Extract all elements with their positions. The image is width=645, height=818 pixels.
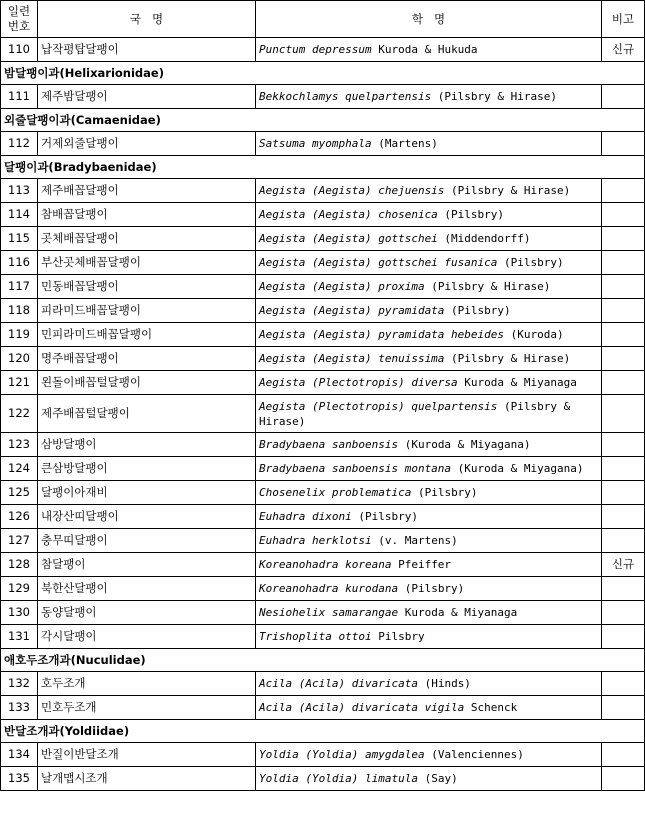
- korean-name: 거제외줄달팽이: [38, 132, 256, 156]
- scientific-name: [256, 179, 602, 203]
- remarks: [602, 433, 645, 457]
- table-row: [1, 38, 645, 62]
- korean-name: 부산곳체배꼽달팽이: [38, 251, 256, 275]
- remarks: [602, 227, 645, 251]
- remarks: [602, 179, 645, 203]
- remarks: [602, 481, 645, 505]
- family-label: 애호두조개과(Nuculidae): [1, 649, 645, 672]
- remarks: [602, 696, 645, 720]
- serial-number: 131: [1, 625, 38, 649]
- scientific-name-taxon: Punctum depressum: [259, 43, 372, 56]
- serial-number: 113: [1, 179, 38, 203]
- scientific-name-author: (Pilsbry & Hirase): [444, 184, 571, 197]
- serial-number: 132: [1, 672, 38, 696]
- remarks: [602, 299, 645, 323]
- korean-name: 납작평탑달팽이: [38, 38, 256, 62]
- remarks: [602, 347, 645, 371]
- korean-name: 각시달팽이: [38, 625, 256, 649]
- scientific-name-author: (Pilsbry): [437, 208, 505, 221]
- remarks: [602, 132, 645, 156]
- serial-number: 126: [1, 505, 38, 529]
- header-no: 일련번호: [1, 1, 38, 38]
- serial-number: 128: [1, 553, 38, 577]
- table-row: [1, 395, 645, 433]
- scientific-name-taxon: Aegista (Aegista) tenuissima: [259, 352, 445, 365]
- table-row: [1, 553, 645, 577]
- korean-name: 피라미드배꼽달팽이: [38, 299, 256, 323]
- korean-name: 참달팽이: [38, 553, 256, 577]
- scientific-name: [256, 481, 602, 505]
- scientific-name-taxon: Aegista (Aegista) gottschei fusanica: [259, 256, 498, 269]
- scientific-name-author: (Kuroda & Miyagana): [451, 462, 584, 475]
- scientific-name-taxon: Yoldia (Yoldia) amygdalea: [259, 748, 425, 761]
- scientific-name: [256, 767, 602, 791]
- scientific-name: [256, 299, 602, 323]
- korean-name: 호두조개: [38, 672, 256, 696]
- scientific-name: [256, 38, 602, 62]
- korean-name: 반질이반달조개: [38, 743, 256, 767]
- remarks: [602, 457, 645, 481]
- scientific-name-author: (Pilsbry & Hirase): [259, 399, 577, 428]
- scientific-name-author: (Pilsbry & Hirase): [444, 352, 571, 365]
- korean-name: 제주배꼽털달팽이: [38, 395, 256, 433]
- scientific-name-author: (Pilsbry): [411, 486, 478, 499]
- scientific-name-taxon: Satsuma myomphala: [259, 137, 372, 150]
- scientific-name: [256, 743, 602, 767]
- scientific-name-taxon: Nesiohelix samarangae: [259, 606, 399, 619]
- remarks: [602, 529, 645, 553]
- table-row: [1, 132, 645, 156]
- scientific-name-author: (Pilsbry): [497, 256, 564, 269]
- scientific-name-taxon: Euhadra dixoni: [259, 510, 352, 523]
- table-row: [1, 251, 645, 275]
- scientific-name: [256, 275, 602, 299]
- scientific-name-taxon: Aegista (Aegista) pyramidata hebeides: [259, 328, 505, 341]
- scientific-name-taxon: Koreanohadra koreana: [259, 558, 392, 571]
- remarks: [602, 672, 645, 696]
- serial-number: 127: [1, 529, 38, 553]
- serial-number: 114: [1, 203, 38, 227]
- scientific-name: [256, 672, 602, 696]
- scientific-name-author: Pfeiffer: [391, 558, 452, 571]
- table-row: [1, 457, 645, 481]
- family-row: [1, 720, 645, 743]
- scientific-name: [256, 371, 602, 395]
- serial-number: 110: [1, 38, 38, 62]
- scientific-name-taxon: Chosenelix problematica: [259, 486, 412, 499]
- remarks: [602, 275, 645, 299]
- remarks: [602, 743, 645, 767]
- scientific-name-author: (Martens): [371, 137, 438, 150]
- scientific-name-author: (Hinds): [417, 677, 471, 690]
- table-row: [1, 179, 645, 203]
- scientific-name: [256, 395, 602, 433]
- table-body: [1, 38, 645, 791]
- scientific-name-taxon: Aegista (Aegista) pyramidata: [259, 304, 445, 317]
- remarks: 신규: [602, 38, 645, 62]
- serial-number: 135: [1, 767, 38, 791]
- table-row: [1, 323, 645, 347]
- scientific-name-taxon: Aegista (Plectotropis) quelpartensis: [259, 399, 498, 413]
- serial-number: 134: [1, 743, 38, 767]
- scientific-name-taxon: Bekkochlamys quelpartensis: [259, 90, 432, 103]
- table-row: [1, 299, 645, 323]
- scientific-name: [256, 601, 602, 625]
- remarks: [602, 371, 645, 395]
- korean-name: 삼방달팽이: [38, 433, 256, 457]
- scientific-name-author: Schenck: [464, 701, 518, 714]
- scientific-name-taxon: Trishoplita ottoi: [259, 630, 372, 643]
- scientific-name-author: Kuroda & Miyanaga: [398, 606, 518, 619]
- remarks: [602, 601, 645, 625]
- korean-name: 참배꼽달팽이: [38, 203, 256, 227]
- scientific-name: [256, 85, 602, 109]
- serial-number: 123: [1, 433, 38, 457]
- header-scientific-name: 학 명: [256, 1, 602, 38]
- scientific-name-taxon: Bradybaena sanboensis montana: [259, 462, 452, 475]
- table-row: [1, 577, 645, 601]
- table-row: [1, 85, 645, 109]
- korean-name: 민동배꼽달팽이: [38, 275, 256, 299]
- remarks: [602, 577, 645, 601]
- scientific-name-taxon: Yoldia (Yoldia) limatula: [259, 772, 418, 785]
- table-row: [1, 529, 645, 553]
- remarks: [602, 767, 645, 791]
- korean-name: 제주밤달팽이: [38, 85, 256, 109]
- table-row: [1, 347, 645, 371]
- table-row: [1, 505, 645, 529]
- serial-number: 115: [1, 227, 38, 251]
- table-row: [1, 203, 645, 227]
- scientific-name: [256, 251, 602, 275]
- scientific-name: [256, 203, 602, 227]
- table-row: [1, 371, 645, 395]
- serial-number: 130: [1, 601, 38, 625]
- korean-name: 왼돌이배꼽털달팽이: [38, 371, 256, 395]
- family-row: [1, 62, 645, 85]
- scientific-name-author: (Say): [417, 772, 458, 785]
- serial-number: 122: [1, 395, 38, 433]
- header-row: [1, 1, 645, 38]
- scientific-name-author: (Valenciennes): [424, 748, 524, 761]
- korean-name: 민호두조개: [38, 696, 256, 720]
- serial-number: 117: [1, 275, 38, 299]
- scientific-name: [256, 505, 602, 529]
- korean-name: 동양달팽이: [38, 601, 256, 625]
- scientific-name-author: Pilsbry: [371, 630, 425, 643]
- serial-number: 111: [1, 85, 38, 109]
- remarks: [602, 505, 645, 529]
- korean-name: 달팽이아재비: [38, 481, 256, 505]
- scientific-name-author: (Kuroda): [504, 328, 564, 341]
- family-label: 달팽이과(Bradybaenidae): [1, 156, 645, 179]
- scientific-name: [256, 347, 602, 371]
- korean-name: 명주배꼽달팽이: [38, 347, 256, 371]
- scientific-name: [256, 457, 602, 481]
- serial-number: 112: [1, 132, 38, 156]
- scientific-name-author: (Pilsbry & Hirase): [431, 90, 558, 103]
- remarks: [602, 251, 645, 275]
- scientific-name-taxon: Aegista (Aegista) chosenica: [259, 208, 438, 221]
- table-row: [1, 481, 645, 505]
- scientific-name-taxon: Aegista (Aegista) gottschei: [259, 232, 438, 245]
- serial-number: 118: [1, 299, 38, 323]
- remarks: [602, 323, 645, 347]
- remarks: [602, 85, 645, 109]
- header-korean-name: 국 명: [38, 1, 256, 38]
- table-row: [1, 743, 645, 767]
- scientific-name-author: Kuroda & Miyanaga: [457, 376, 577, 389]
- scientific-name-taxon: Acila (Acila) divaricata: [259, 677, 418, 690]
- korean-name: 날개맵시조개: [38, 767, 256, 791]
- scientific-name: [256, 577, 602, 601]
- scientific-name: [256, 433, 602, 457]
- scientific-name-taxon: Acila (Acila) divaricata vigila: [259, 701, 465, 714]
- family-label: 반달조개과(Yoldiidae): [1, 720, 645, 743]
- scientific-name-author: (Pilsbry): [351, 510, 418, 523]
- family-label: 외줄달팽이과(Camaenidae): [1, 109, 645, 132]
- korean-name: 제주배꼽달팽이: [38, 179, 256, 203]
- remarks: [602, 625, 645, 649]
- scientific-name: [256, 696, 602, 720]
- scientific-name-taxon: Euhadra herklotsi: [259, 534, 372, 547]
- korean-name: 큰삼방달팽이: [38, 457, 256, 481]
- scientific-name: [256, 529, 602, 553]
- scientific-name-author: (Pilsbry): [398, 582, 465, 595]
- family-row: [1, 109, 645, 132]
- remarks: 신규: [602, 553, 645, 577]
- scientific-name: [256, 625, 602, 649]
- serial-number: 124: [1, 457, 38, 481]
- table-row: [1, 227, 645, 251]
- scientific-name-author: (Middendorff): [437, 232, 531, 245]
- table-row: [1, 696, 645, 720]
- scientific-name-taxon: Koreanohadra kurodana: [259, 582, 399, 595]
- scientific-name-author: (Pilsbry & Hirase): [424, 280, 551, 293]
- scientific-name-author: (Kuroda & Miyagana): [398, 438, 531, 451]
- scientific-name: [256, 227, 602, 251]
- serial-number: 119: [1, 323, 38, 347]
- korean-name: 민피라미드배꼽달팽이: [38, 323, 256, 347]
- scientific-name-author: (v. Martens): [371, 534, 458, 547]
- table-row: [1, 601, 645, 625]
- scientific-name-taxon: Aegista (Plectotropis) diversa: [259, 376, 458, 389]
- korean-name: 내장산띠달팽이: [38, 505, 256, 529]
- serial-number: 121: [1, 371, 38, 395]
- scientific-name-author: (Pilsbry): [444, 304, 511, 317]
- table-row: [1, 625, 645, 649]
- table-row: [1, 275, 645, 299]
- table-row: [1, 433, 645, 457]
- table-row: [1, 672, 645, 696]
- remarks: [602, 395, 645, 433]
- serial-number: 133: [1, 696, 38, 720]
- scientific-name-taxon: Aegista (Aegista) proxima: [259, 280, 425, 293]
- scientific-name: [256, 553, 602, 577]
- family-row: [1, 649, 645, 672]
- table-row: [1, 767, 645, 791]
- scientific-name-author: Kuroda & Hukuda: [371, 43, 478, 56]
- scientific-name: [256, 323, 602, 347]
- scientific-name: [256, 132, 602, 156]
- family-row: [1, 156, 645, 179]
- scientific-name-taxon: Bradybaena sanboensis: [259, 438, 399, 451]
- korean-name: 충무띠달팽이: [38, 529, 256, 553]
- serial-number: 120: [1, 347, 38, 371]
- header-remarks: 비고: [602, 1, 645, 38]
- remarks: [602, 203, 645, 227]
- family-label: 밤달팽이과(Helixarionidae): [1, 62, 645, 85]
- serial-number: 125: [1, 481, 38, 505]
- korean-name: 북한산달팽이: [38, 577, 256, 601]
- serial-number: 116: [1, 251, 38, 275]
- scientific-name-taxon: Aegista (Aegista) chejuensis: [259, 184, 445, 197]
- serial-number: 129: [1, 577, 38, 601]
- korean-name: 곳체배꼽달팽이: [38, 227, 256, 251]
